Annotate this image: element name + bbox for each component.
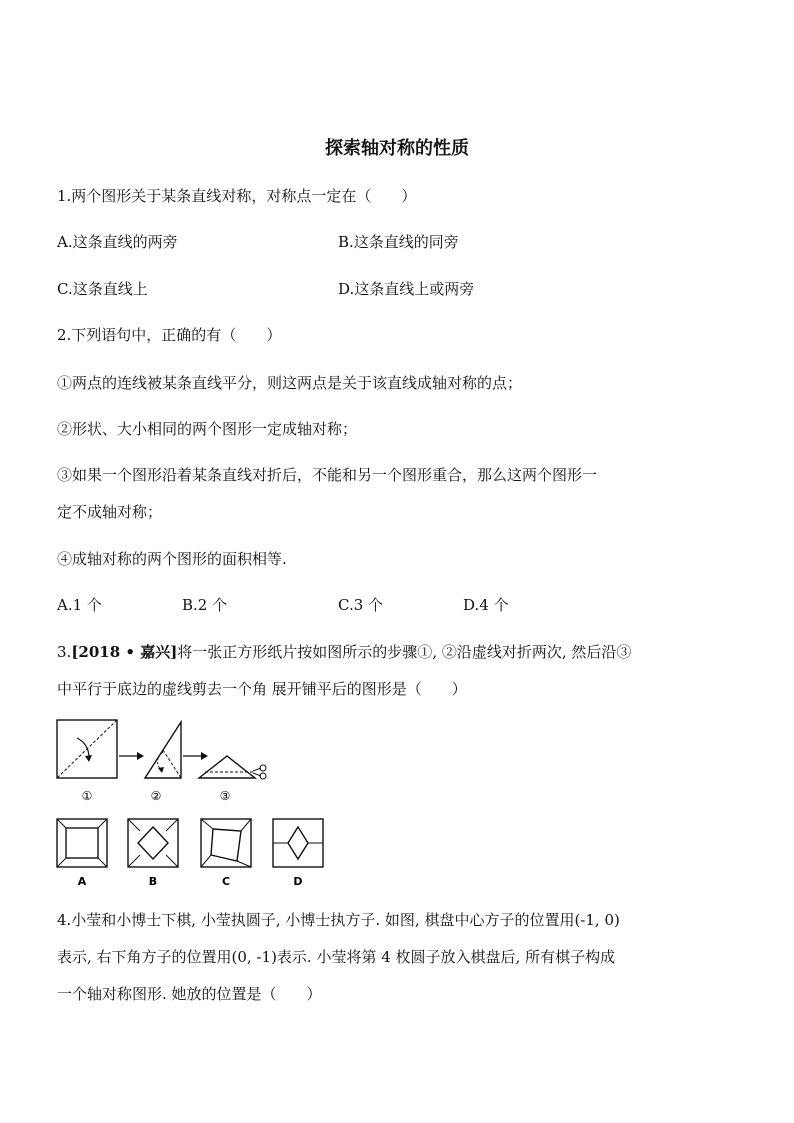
scissors-icon [253,765,266,779]
step-label-2: ② [150,789,162,803]
q3-source: [2018 • 嘉兴] [71,643,178,661]
q1-option-c: C.这条直线上 [57,280,148,298]
step-3-small-triangle [199,756,255,778]
step-2-triangle [145,722,181,778]
q3-stem-rest: 将一张正方形纸片按如图所示的步骤①, ②沿虚线对折两次, 然后沿③ [177,643,632,661]
answer-choices-figure [55,815,335,890]
choice-label-a: A [77,875,87,888]
q3-line-1 [57,642,631,662]
choice-label-b: B [148,875,158,888]
arrow-2-icon [183,752,208,760]
step-label-3: ③ [219,789,231,803]
choice-a-figure [57,819,107,867]
q2-item-3-cont: 定不成轴对称； [57,503,163,521]
q1-option-b: B.这条直线的同旁 [338,233,459,251]
q1-option-a: A.这条直线的两旁 [57,233,178,251]
q4-line-2: 表示, 右下角方子的位置用(0, -1)表示. 小莹将第 4 枚圆子放入棋盘后, 所有棋子构成 [57,948,616,966]
choice-label-d: D [293,875,303,888]
q1-stem: 1.两个图形关于某条直线对称，对称点一定在（ ） [57,187,417,205]
page-title: 探索轴对称的性质 [325,138,469,159]
arrow-1-icon [119,752,144,760]
q4-line-3: 一个轴对称图形. 她放的位置是（ ） [57,985,322,1003]
q4-line-1: 4.小莹和小博士下棋, 小莹执圆子, 小博士执方子. 如图, 棋盘中心方子的位置用(-1, 0) [57,911,620,929]
choice-b-figure [128,819,178,867]
q2-option-b: B.2 个 [182,596,228,614]
step-label-1: ① [81,789,93,803]
q2-option-d: D.4 个 [463,596,509,614]
q2-stem: 2.下列语句中，正确的有（ ） [57,326,282,344]
q2-option-c: C.3 个 [338,596,384,614]
q2-item-1: ①两点的连线被某条直线平分，则这两点是关于该直线成轴对称的点； [57,374,523,392]
q2-item-4: ④成轴对称的两个图形的面积相等. [57,550,287,568]
folding-steps-figure [55,718,345,804]
q3-line-2: 中平行于底边的虚线剪去一个角 展开铺平后的图形是（ ） [57,680,467,698]
q2-item-3: ③如果一个图形沿着某条直线对折后，不能和另一个图形重合，那么这两个图形一 [57,466,598,484]
choice-c-figure [201,819,251,867]
step-1-square [57,720,117,778]
q2-option-a: A.1 个 [57,596,102,614]
q1-option-d: D.这条直线上或两旁 [338,280,475,298]
choice-d-figure [273,819,323,867]
q3-number: 3. [57,643,72,661]
choice-label-c: C [221,875,231,888]
q2-item-2: ②形状、大小相同的两个图形一定成轴对称； [57,420,358,438]
